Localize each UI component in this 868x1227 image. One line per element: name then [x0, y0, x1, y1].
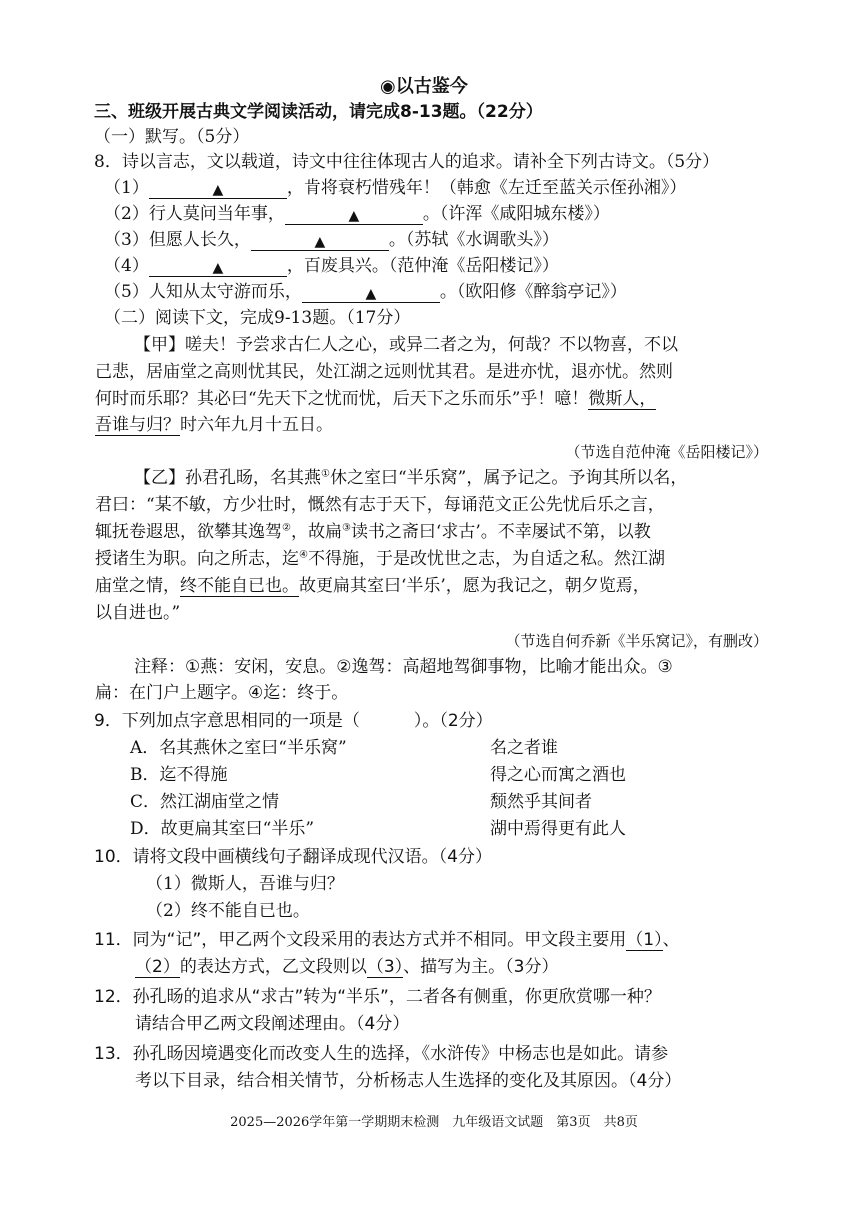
q8-stem: 8．诗以言志，文以载道，诗文中往往体现古人的追求。请补全下列古诗文。（5分）: [94, 152, 720, 172]
q9-option-d-compare: 湖中焉得更有此人: [490, 819, 626, 839]
q12-line-2: 请结合甲乙两文段阐述理由。（4分）: [135, 1014, 410, 1034]
q10-sentence-1: （1）微斯人，吾谁与归？: [146, 874, 344, 894]
yi-line-4: 授诸生为职。向之所志，迄④不得施，于是改忧世之志，为自适之私。然江湖: [95, 549, 665, 569]
yi-line-2: 君曰：“某不敏，方少壮时，慨然有志于天下，每诵范文正公先忧后乐之言，: [95, 495, 665, 515]
fill-item-2: （2）行人莫问当年事， ▲ 。（许浑《咸阳城东楼》）: [104, 204, 610, 224]
footnote-3: ③: [341, 522, 351, 534]
answer-blank[interactable]: [251, 230, 389, 251]
answer-blank-1[interactable]: （1）: [626, 930, 663, 950]
jia-line-1: 【甲】嗟夫！予尝求古仁人之心，或异二者之为，何哉？不以物喜，不以: [134, 335, 678, 355]
question-heading: 三、班级开展古典文学阅读活动，请完成8-13题。（22分）: [94, 102, 543, 122]
yi-source: （节选自何乔新《半乐窝记》，有删改）: [505, 632, 768, 650]
q9-option-a-compare: 名之者谁: [490, 738, 558, 758]
blank-triangle-icon: ▲: [365, 286, 377, 302]
choice-blank[interactable]: [360, 712, 414, 732]
q11-line-2: （2）的表达方式，乙文段则以（3）、描写为主。（3分）: [135, 957, 559, 977]
part1-heading: （一）默写。（5分）: [94, 127, 250, 147]
q9-option-d[interactable]: D．故更扁其室曰“半乐”: [130, 819, 315, 839]
answer-blank[interactable]: [302, 282, 440, 303]
page-footer: 2025—2026学年第一学期期末检测 九年级语文试题 第3页 共8页: [230, 1115, 638, 1130]
fill-item-1: （1） ▲ ，肯将衰朽惜残年！（韩愈《左迁至蓝关示侄孙湘》）: [104, 178, 687, 198]
yi-line-5: 庙堂之情，终不能自已也。故更扁其室曰‘半乐’，愿为我记之，朝夕览焉，: [95, 576, 650, 596]
q9-option-c[interactable]: C．然江湖庙堂之情: [130, 792, 280, 812]
footnote-2: ②: [282, 522, 291, 534]
answer-blank[interactable]: [149, 256, 287, 277]
footnote-4: ④: [299, 549, 308, 561]
q9-option-b[interactable]: B．迄不得施: [130, 765, 228, 785]
jia-line-3: 何时而乐耶？其必曰“先天下之忧而忧，后天下之乐而乐”乎！噫！微斯人，: [95, 389, 657, 409]
q10-stem: 10．请将文段中画横线句子翻译成现代汉语。（4分）: [94, 847, 492, 867]
underlined-sentence: 吾谁与归？: [95, 415, 180, 435]
jia-source: （节选自范仲淹《岳阳楼记》）: [565, 443, 768, 461]
part2-heading: （二）阅读下文，完成9-13题。（17分）: [104, 308, 411, 328]
notes-line-1: 注释：①燕：安闲，安息。②逸驾：高超地驾御事物，比喻才能出众。③: [134, 657, 673, 677]
target-icon: ◉: [380, 76, 396, 97]
fill-item-5: （5）人知从太守游而乐， ▲ 。（欧阳修《醉翁亭记》）: [104, 282, 627, 302]
yi-line-3: 辄抚卷遐思，欲攀其逸驾②，故扁③读书之斋曰‘求古’。不幸屡试不第，以教: [95, 522, 651, 542]
underlined-sentence: 微斯人，: [588, 389, 657, 409]
q9-option-a[interactable]: A．名其燕休之室曰“半乐窝”: [130, 738, 347, 758]
jia-line-4: 吾谁与归？时六年九月十五日。: [95, 415, 333, 435]
section-header: [380, 76, 468, 98]
blank-triangle-icon: ▲: [314, 234, 326, 250]
q9-stem: 9．下列加点字意思相同的一项是（ ）。（2分）: [94, 711, 493, 731]
yi-line-6: 以自进也。”: [95, 603, 181, 623]
underlined-sentence: 终不能自已也。: [180, 576, 299, 596]
q13-line-2: 考以下目录，结合相关情节，分析杨志人生选择的变化及其原因。（4分）: [135, 1071, 682, 1091]
q12-line-1: 12．孙孔旸的追求从“求古”转为“半乐”，二者各有侧重，你更欣赏哪一种？: [94, 987, 661, 1007]
blank-triangle-icon: ▲: [212, 182, 224, 198]
answer-blank[interactable]: [285, 204, 423, 225]
q13-line-1: 13．孙孔旸因境遇变化而改变人生的选择，《水浒传》中杨志也是如此。请参: [94, 1044, 669, 1064]
section-title: 以古鉴今: [395, 76, 468, 97]
q9-option-c-compare: 颓然乎其间者: [490, 792, 592, 812]
footnote-1: ①: [321, 468, 330, 480]
blank-triangle-icon: ▲: [348, 208, 360, 224]
fill-item-3: （3）但愿人长久， ▲ 。（苏轼《水调歌头》）: [104, 230, 559, 250]
fill-item-4: （4） ▲ ，百废具兴。（范仲淹《岳阳楼记》）: [104, 256, 559, 276]
blank-triangle-icon: ▲: [212, 260, 224, 276]
answer-blank-2[interactable]: （2）: [135, 957, 180, 977]
answer-blank-3[interactable]: （3）: [366, 957, 404, 977]
answer-blank[interactable]: [149, 178, 287, 199]
yi-line-1: 【乙】孙君孔旸，名其燕①休之室曰“半乐窝”，属予记之。予询其所以名，: [134, 468, 688, 488]
q10-sentence-2: （2）终不能自已也。: [146, 901, 310, 921]
q11-line-1: 11．同为“记”，甲乙两个文段采用的表达方式并不相同。甲文段主要用（1）、: [94, 930, 680, 950]
notes-line-2: 扁：在门户上题字。④迄：终于。: [95, 683, 349, 703]
q9-option-b-compare: 得之心而寓之酒也: [490, 765, 626, 785]
jia-line-2: 己悲，居庙堂之高则忧其民，处江湖之远则忧其君。是进亦忧，退亦忧。然则: [95, 362, 673, 382]
